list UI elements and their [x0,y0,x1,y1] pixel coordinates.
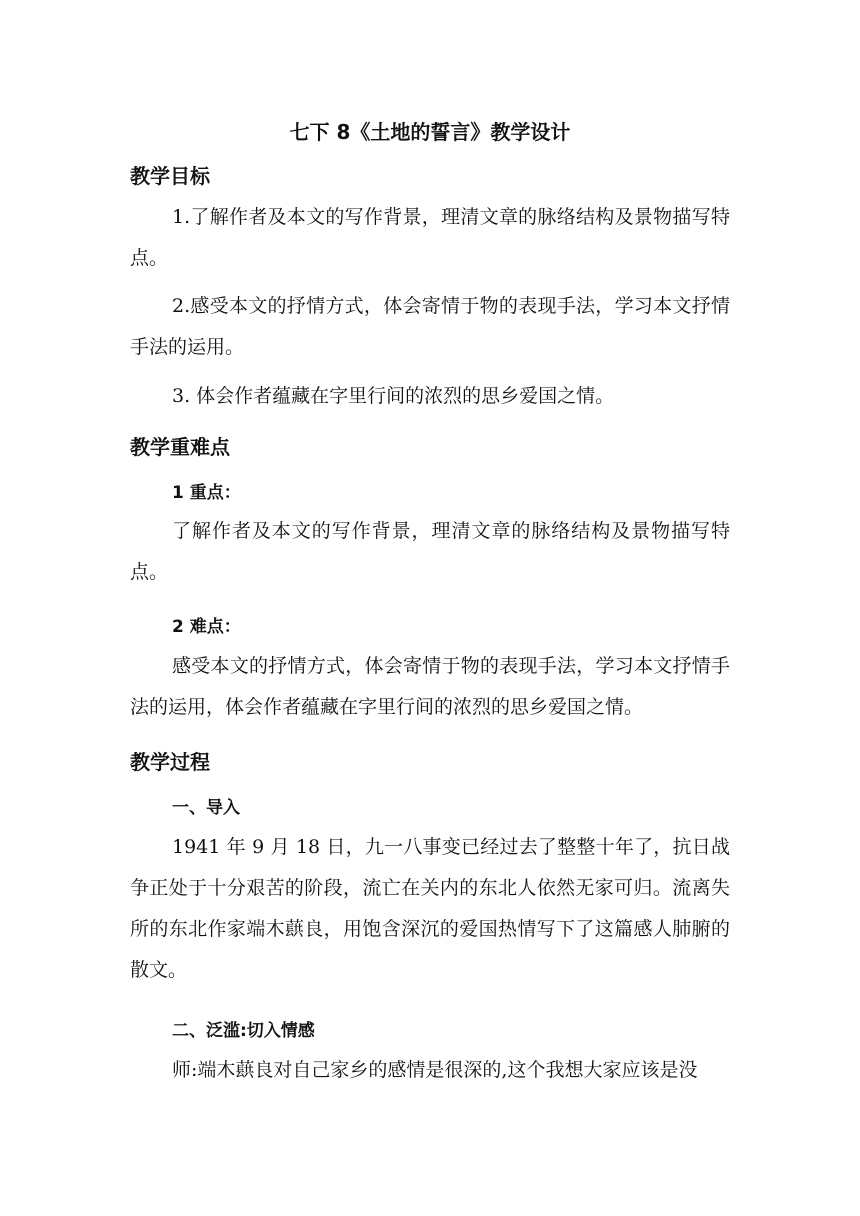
focus-label: 1 重点： [172,483,241,503]
section-heading-process: 教学过程 [130,750,210,774]
focus-text: 了解作者及本文的写作背景，理清文章的脉络结构及景物描写特点。 [130,520,730,583]
goal-item-1: 1.了解作者及本文的写作背景，理清文章的脉络结构及景物描写特点。 [130,206,730,269]
section-heading-goals: 教学目标 [130,164,210,188]
difficulty-label: 2 难点： [172,617,241,637]
step1-label: 一、导入 [172,798,240,818]
difficulty-text: 感受本文的抒情方式，体会寄情于物的表现手法，学习本文抒情手法的运用，体会作者蕴藏在字里行间的浓烈的思乡爱国之情。 [130,655,730,718]
step1-text: 1941 年 9 月 18 日，九一八事变已经过去了整整十年了，抗日战争正处于十分艰苦的阶段，流亡在关内的东北人依然无家可归。流离失所的东北作家端木蕻良，用饱含深沉的爱国热情写下了这篇感人肺腑的散文。 [130,836,730,981]
section-heading-key-points: 教学重难点 [130,435,230,459]
step2-text: 师:端木蕻良对自己家乡的感情是很深的,这个我想大家应该是没 [172,1059,698,1081]
goal-item-3: 3. 体会作者蕴藏在字里行间的浓烈的思乡爱国之情。 [172,385,615,407]
goal-item-2: 2.感受本文的抒情方式，体会寄情于物的表现手法，学习本文抒情手法的运用。 [130,295,730,358]
step2-label: 二、泛滥:切入情感 [172,1021,315,1041]
document-title: 七下 8《土地的誓言》教学设计 [289,120,571,144]
